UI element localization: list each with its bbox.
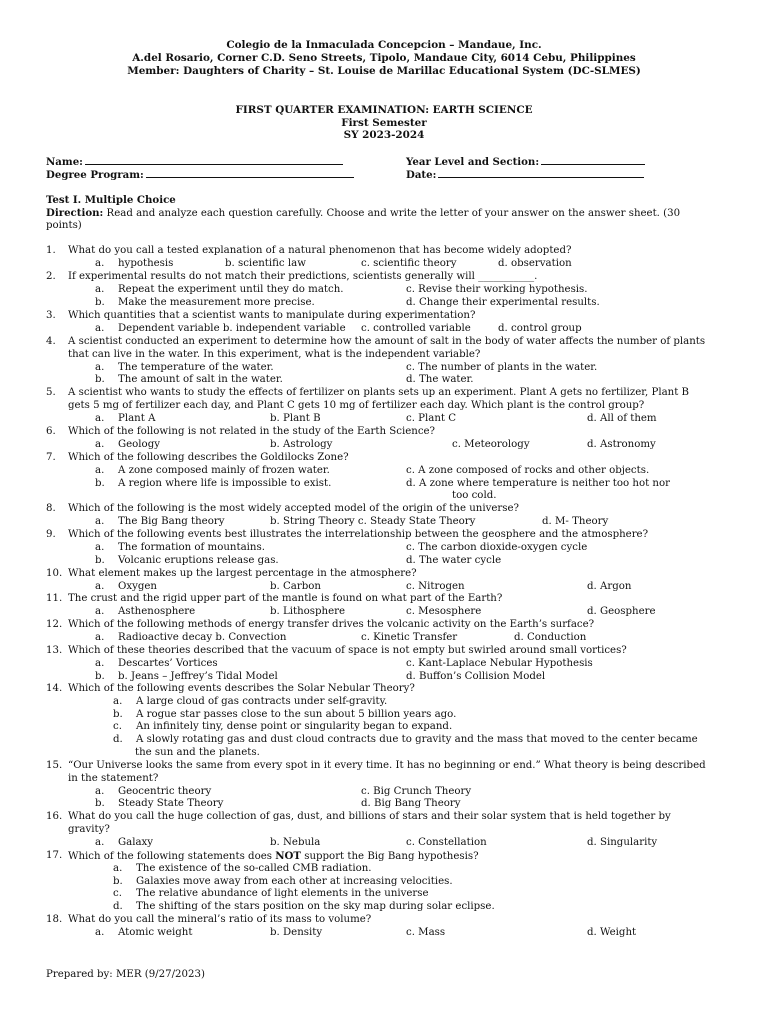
option-text: c. Kant-Laplace Nebular Hypothesis: [406, 657, 593, 669]
option-text: The relative abundance of light elements in the universe: [136, 888, 429, 900]
test-title: Test I. Multiple Choice: [46, 194, 176, 206]
option-text: the sun and the planets.: [135, 747, 260, 758]
school-address: A.del Rosario, Corner C.D. Seno Streets, Tipolo, Mandaue City, 6014 Cebu, Philippines: [132, 52, 636, 64]
option-text: d. Big Bang Theory: [361, 798, 461, 810]
option-letter: b.: [95, 798, 105, 810]
option-text: Descartes’ Vortices: [118, 657, 218, 669]
question-stem: [68, 850, 728, 864]
option-text: Atomic weight: [118, 926, 193, 938]
option-text: c. Plant C: [406, 412, 457, 424]
option-letter: a.: [95, 926, 105, 938]
option-text: d. Change their experimental results.: [406, 296, 600, 308]
option-letter: a.: [95, 515, 105, 527]
question-stem: The crust and the rigid upper part of the mantle is found on what part of the Earth?: [68, 593, 503, 604]
option-text: c. The number of plants in the water.: [406, 361, 598, 373]
option-letter: a.: [95, 836, 105, 848]
option-text: c. Nitrogen: [406, 580, 465, 592]
question-number: 14.: [46, 683, 63, 694]
option-letter: a.: [95, 438, 105, 450]
question-stem: in the statement?: [68, 772, 159, 784]
option-text: c. A zone composed of rocks and other objects.: [406, 464, 650, 476]
option-text: Galaxy: [118, 836, 154, 848]
exam-semester: First Semester: [341, 117, 427, 129]
option-letter: a.: [113, 695, 123, 707]
option-text: d. Conduction: [514, 631, 587, 643]
question-number: 15.: [46, 760, 63, 771]
option-text: Steady State Theory: [118, 798, 224, 810]
question-stem: Which of the following describes the Goldilocks Zone?: [68, 452, 349, 463]
option-text: The amount of salt in the water.: [118, 374, 283, 386]
question-number: 9.: [46, 529, 56, 540]
option-text: b. Astrology: [270, 438, 333, 450]
question-stem: Which quantities that a scientist wants to manipulate during experimentation?: [68, 310, 476, 321]
option-letter: b.: [95, 374, 105, 386]
question-number: 18.: [46, 914, 63, 925]
option-text: c. Kinetic Transfer: [361, 631, 458, 643]
option-letter: a.: [95, 464, 105, 476]
prepared-by: Prepared by: MER (9/27/2023): [46, 969, 205, 980]
name-field: [46, 155, 343, 169]
option-text: c. controlled variable: [361, 322, 471, 334]
option-text: d. control group: [498, 322, 582, 334]
question-number: 17.: [46, 850, 63, 861]
date-blank: [438, 168, 644, 178]
option-text: Repeat the experiment until they do match.: [118, 283, 344, 295]
option-text: c. Meteorology: [452, 438, 530, 450]
question-stem: If experimental results do not match their predictions, scientists generally will ___________.: [68, 271, 538, 282]
question-number: 3.: [46, 310, 56, 321]
question-number: 4.: [46, 336, 56, 347]
option-text: d. Weight: [587, 926, 637, 938]
question-stem: What do you call a tested explanation of a natural phenomenon that has become widely adopted?: [68, 245, 572, 256]
question-stem: Which of these theories described that the vacuum of space is not empty but swirled around small vortices?: [68, 645, 627, 656]
option-letter: b.: [95, 554, 105, 566]
option-text: b. Jeans – Jeffrey’s Tidal Model: [118, 670, 278, 682]
option-text: Dependent variable b. independent variable: [118, 322, 346, 334]
option-letter: a.: [95, 605, 105, 617]
question-number: 2.: [46, 271, 56, 282]
option-text: Geocentric theory: [118, 785, 212, 797]
option-text: b. Density: [270, 926, 323, 938]
option-text: d. All of them: [587, 412, 657, 424]
option-letter: b.: [113, 708, 123, 720]
option-text: d. The water cycle: [406, 554, 502, 566]
option-text: The existence of the so-called CMB radiation.: [136, 862, 372, 874]
option-text: A slowly rotating gas and dust cloud contracts due to gravity and the mass that moved to the center became: [136, 734, 698, 746]
option-text: Plant A: [118, 412, 156, 424]
option-text: A region where life is impossible to exist.: [118, 477, 332, 489]
option-text: Geology: [118, 438, 160, 450]
option-text: c. Mass: [406, 926, 446, 938]
question-stem: Which of the following events describes the Solar Nebular Theory?: [68, 683, 415, 694]
option-text: c. Revise their working hypothesis.: [406, 283, 588, 295]
question-number: 11.: [46, 593, 63, 604]
option-letter: a.: [95, 580, 105, 592]
option-text: d. Argon: [587, 580, 632, 592]
option-text: Asthenosphere: [118, 605, 196, 617]
option-letter: d.: [113, 901, 123, 913]
option-text: d. Buffon’s Collision Model: [406, 670, 546, 682]
option-letter: a.: [95, 657, 105, 669]
option-text: d. observation: [498, 257, 572, 269]
option-letter: a.: [95, 283, 105, 295]
option-text: Radioactive decay b. Convection: [118, 631, 287, 643]
option-letter: a.: [95, 412, 105, 424]
option-text: c. Mesosphere: [406, 605, 482, 617]
question-stem: A scientist conducted an experiment to determine how the amount of salt in the body of water affects the number of plants: [68, 336, 706, 347]
year-section-blank: [541, 155, 645, 165]
year-section-label: Year Level and Section:: [406, 156, 540, 168]
option-text: Galaxies move away from each other at increasing velocities.: [136, 875, 453, 887]
option-letter: b.: [113, 875, 123, 887]
question-stem: “Our Universe looks the same from every spot in it every time. It has no beginning or end.” What theory is being described: [68, 760, 706, 771]
date-label: Date:: [406, 169, 437, 181]
option-text: Volcanic eruptions release gas.: [118, 554, 279, 566]
question-number: 8.: [46, 503, 56, 514]
option-text: The shifting of the stars position on the sky map during solar eclipse.: [136, 901, 495, 913]
option-letter: a.: [95, 257, 105, 269]
question-stem: What do you call the huge collection of gas, dust, and billions of stars and their solar system that is held together by: [68, 811, 671, 822]
stem-emphasis: NOT: [275, 850, 301, 862]
option-text: d. Astronomy: [587, 438, 656, 450]
direction-continuation: points): [46, 220, 82, 231]
option-text: Oxygen: [118, 580, 157, 592]
question-number: 6.: [46, 426, 56, 437]
option-text: The temperature of the water.: [118, 361, 274, 373]
option-letter: c.: [113, 721, 122, 733]
option-letter: b.: [95, 477, 105, 489]
school-membership: Member: Daughters of Charity – St. Louise de Marillac Educational System (DC-SLMES): [127, 65, 641, 77]
question-stem: What do you call the mineral’s ratio of its mass to volume?: [68, 914, 372, 925]
question-stem: What element makes up the largest percentage in the atmosphere?: [68, 568, 417, 579]
exam-school-year: SY 2023-2024: [343, 129, 425, 141]
degree-program-field: [46, 168, 354, 182]
stem-text: Which of the following statements does: [68, 851, 276, 862]
test-direction: [46, 207, 680, 221]
option-text: A large cloud of gas contracts under self-gravity.: [136, 695, 388, 707]
option-text: d. Singularity: [587, 836, 658, 848]
question-stem: Which of the following is the most widely accepted model of the origin of the universe?: [68, 503, 519, 514]
option-letter: a.: [95, 541, 105, 553]
date-field: [406, 168, 644, 182]
option-letter: b.: [95, 670, 105, 682]
option-text: c. Big Crunch Theory: [361, 785, 472, 797]
option-text: b. Nebula: [270, 836, 321, 848]
question-number: 10.: [46, 568, 63, 579]
option-letter: a.: [113, 862, 123, 874]
question-stem: gravity?: [68, 823, 110, 835]
exam-title: FIRST QUARTER EXAMINATION: EARTH SCIENCE: [235, 104, 533, 116]
option-text: b. Carbon: [270, 580, 321, 592]
option-letter: a.: [95, 322, 105, 334]
option-letter: c.: [113, 888, 122, 900]
option-text: b. Plant B: [270, 412, 321, 424]
option-letter: a.: [95, 631, 105, 643]
question-number: 1.: [46, 245, 56, 256]
option-text: too cold.: [452, 490, 497, 502]
option-letter: b.: [95, 296, 105, 308]
name-label: Name:: [46, 156, 83, 168]
question-stem: gets 5 mg of fertilizer each day, and Plant C gets 10 mg of fertilizer each day. Which plant is the control group?: [68, 399, 645, 411]
option-text: b. Lithosphere: [270, 605, 346, 617]
question-number: 5.: [46, 387, 56, 398]
option-text: c. Constellation: [406, 836, 487, 848]
degree-program-label: Degree Program:: [46, 169, 144, 181]
option-letter: a.: [95, 361, 105, 373]
option-letter: d.: [113, 734, 123, 746]
direction-label: Direction:: [46, 207, 104, 219]
question-stem: that can live in the water. In this experiment, what is the independent variable?: [68, 348, 481, 360]
direction-text: Read and analyze each question carefully. Choose and write the letter of your answer on the answer sheet. (30: [106, 208, 681, 219]
option-text: c. scientific theory: [361, 257, 457, 269]
question-number: 13.: [46, 645, 63, 656]
option-text: The Big Bang theory: [118, 515, 225, 527]
question-stem: Which of the following is not related in the study of the Earth Science?: [68, 426, 436, 437]
stem-text: support the Big Bang hypothesis?: [300, 851, 479, 862]
year-section-field: [406, 155, 645, 169]
name-blank: [85, 155, 343, 165]
school-name: Colegio de la Inmaculada Concepcion – Mandaue, Inc.: [226, 39, 542, 51]
option-text: b. String Theory c. Steady State Theory: [270, 515, 476, 527]
question-number: 7.: [46, 452, 56, 463]
option-letter: a.: [95, 785, 105, 797]
option-text: c. The carbon dioxide-oxygen cycle: [406, 541, 588, 553]
question-stem: Which of the following events best illustrates the interrelationship between the geosphere and the atmosphere?: [68, 529, 649, 540]
question-number: 12.: [46, 619, 63, 630]
option-text: b. scientific law: [225, 257, 306, 269]
question-stem: A scientist who wants to study the effects of fertilizer on plants sets up an experiment. Plant A gets no fertilizer, Plant B: [68, 387, 690, 398]
option-text: d. A zone where temperature is neither too hot nor: [406, 477, 670, 489]
question-stem: Which of the following methods of energy transfer drives the volcanic activity on the Earth’s surface?: [68, 619, 595, 630]
option-text: d. M- Theory: [542, 515, 609, 527]
option-text: An infinitely tiny, dense point or singularity began to expand.: [136, 721, 453, 733]
option-text: Make the measurement more precise.: [118, 296, 315, 308]
option-text: A rogue star passes close to the sun about 5 billion years ago.: [136, 708, 457, 720]
degree-program-blank: [146, 168, 354, 178]
option-text: d. The water.: [406, 374, 474, 386]
option-text: A zone composed mainly of frozen water.: [118, 464, 330, 476]
option-text: d. Geosphere: [587, 605, 656, 617]
option-text: hypothesis: [118, 257, 174, 269]
option-text: The formation of mountains.: [118, 541, 265, 553]
question-number: 16.: [46, 811, 63, 822]
